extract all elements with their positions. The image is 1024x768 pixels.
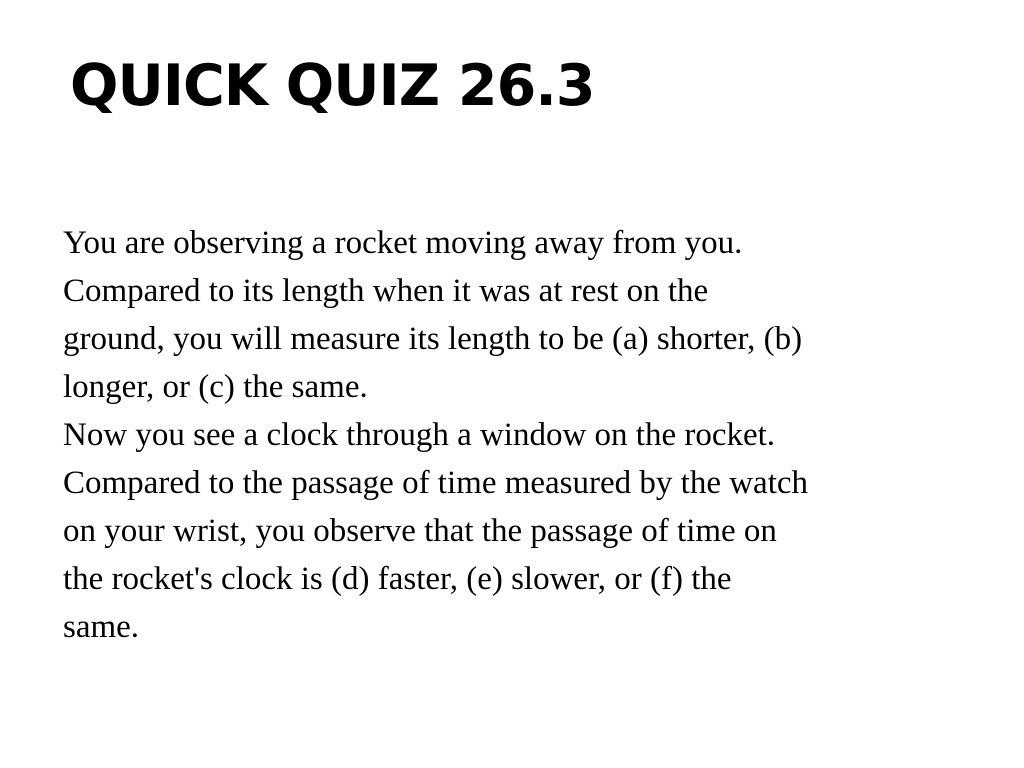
text-line: ground, you will measure its length to be (a) shorter, (b): [63, 321, 803, 357]
slide-title: QUICK QUIZ 26.3: [70, 53, 595, 119]
text-line: same.: [63, 609, 140, 645]
question-length: [63, 219, 983, 411]
text-line: You are observing a rocket moving away from you.: [63, 225, 743, 261]
quiz-body: [63, 219, 983, 651]
text-line: Now you see a clock through a window on the rocket.: [63, 417, 776, 453]
text-line: longer, or (c) the same.: [63, 369, 368, 405]
question-time: [63, 411, 983, 651]
text-line: Compared to its length when it was at rest on the: [63, 273, 709, 309]
text-line: on your wrist, you observe that the passage of time on: [63, 513, 777, 549]
text-line: Compared to the passage of time measured by the watch: [63, 465, 809, 501]
text-line: the rocket's clock is (d) faster, (e) slower, or (f) the: [63, 561, 732, 597]
